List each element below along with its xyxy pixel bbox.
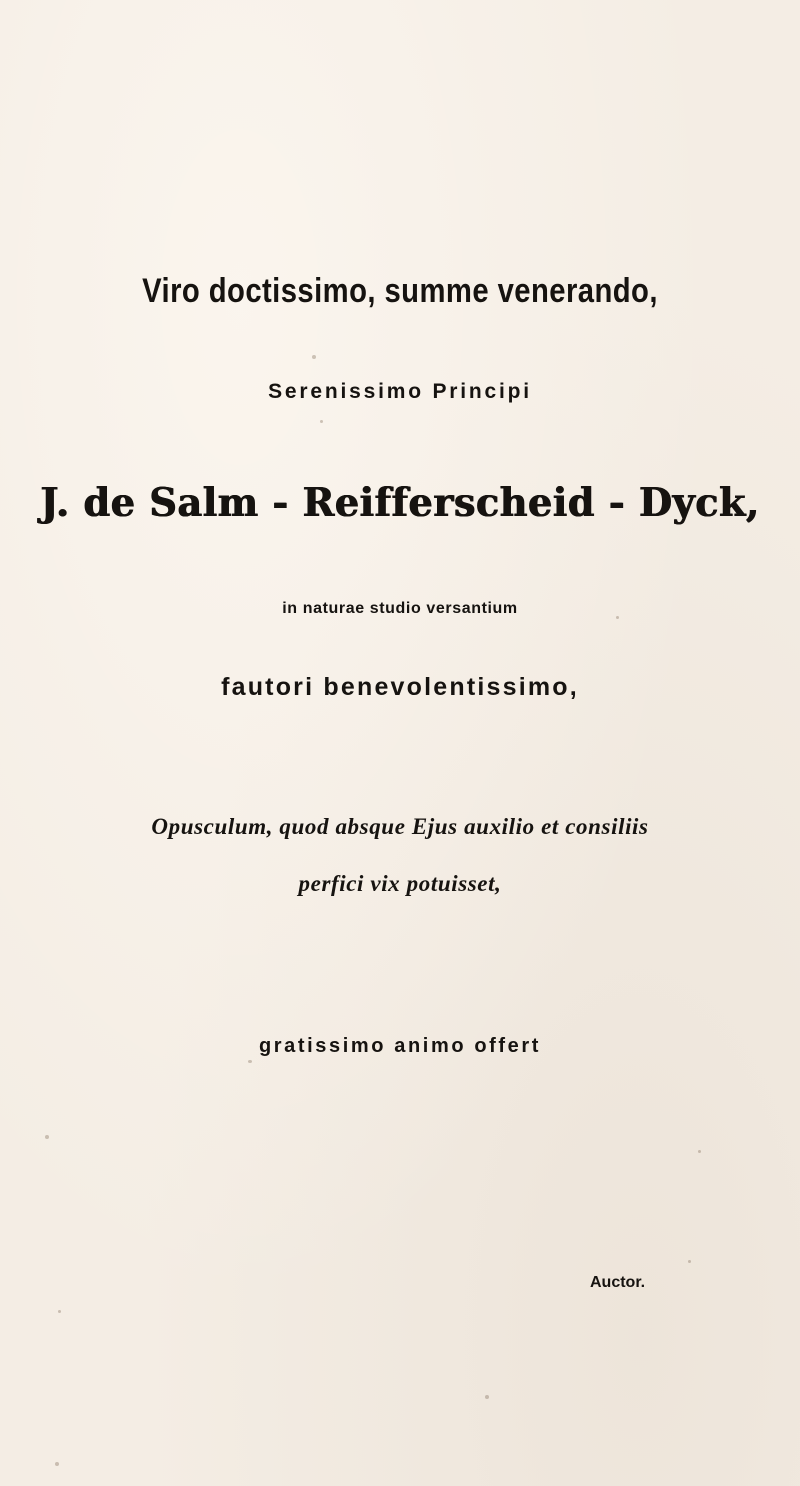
dedication-title: Serenissimo Principi bbox=[268, 380, 532, 403]
paper-speck bbox=[55, 1462, 59, 1466]
paper-speck bbox=[58, 1310, 61, 1313]
dedication-description: in naturae studio versantium bbox=[282, 600, 518, 617]
dedication-offering: gratissimo animo offert bbox=[258, 1035, 542, 1057]
paper-speck bbox=[320, 420, 323, 423]
paper-speck bbox=[698, 1150, 701, 1153]
dedication-body-line-2: perfici vix potuisset, bbox=[298, 871, 502, 896]
dedication-salutation: Viro doctissimo, summe venerando, bbox=[142, 272, 658, 310]
dedication-patron: fautori benevolentissimo, bbox=[221, 673, 579, 701]
dedication-name: J. de Salm - Reifferscheid - Dyck, bbox=[40, 480, 760, 526]
paper-speck bbox=[688, 1260, 691, 1263]
paper-speck bbox=[616, 616, 619, 619]
paper-speck bbox=[45, 1135, 49, 1139]
paper-speck bbox=[248, 1060, 252, 1063]
paper-speck bbox=[312, 355, 316, 359]
paper-speck bbox=[485, 1395, 489, 1399]
author-signature: Auctor. bbox=[590, 1274, 646, 1291]
dedication-body-line-1: Opusculum, quod absque Ejus auxilio et consiliis bbox=[151, 814, 649, 839]
